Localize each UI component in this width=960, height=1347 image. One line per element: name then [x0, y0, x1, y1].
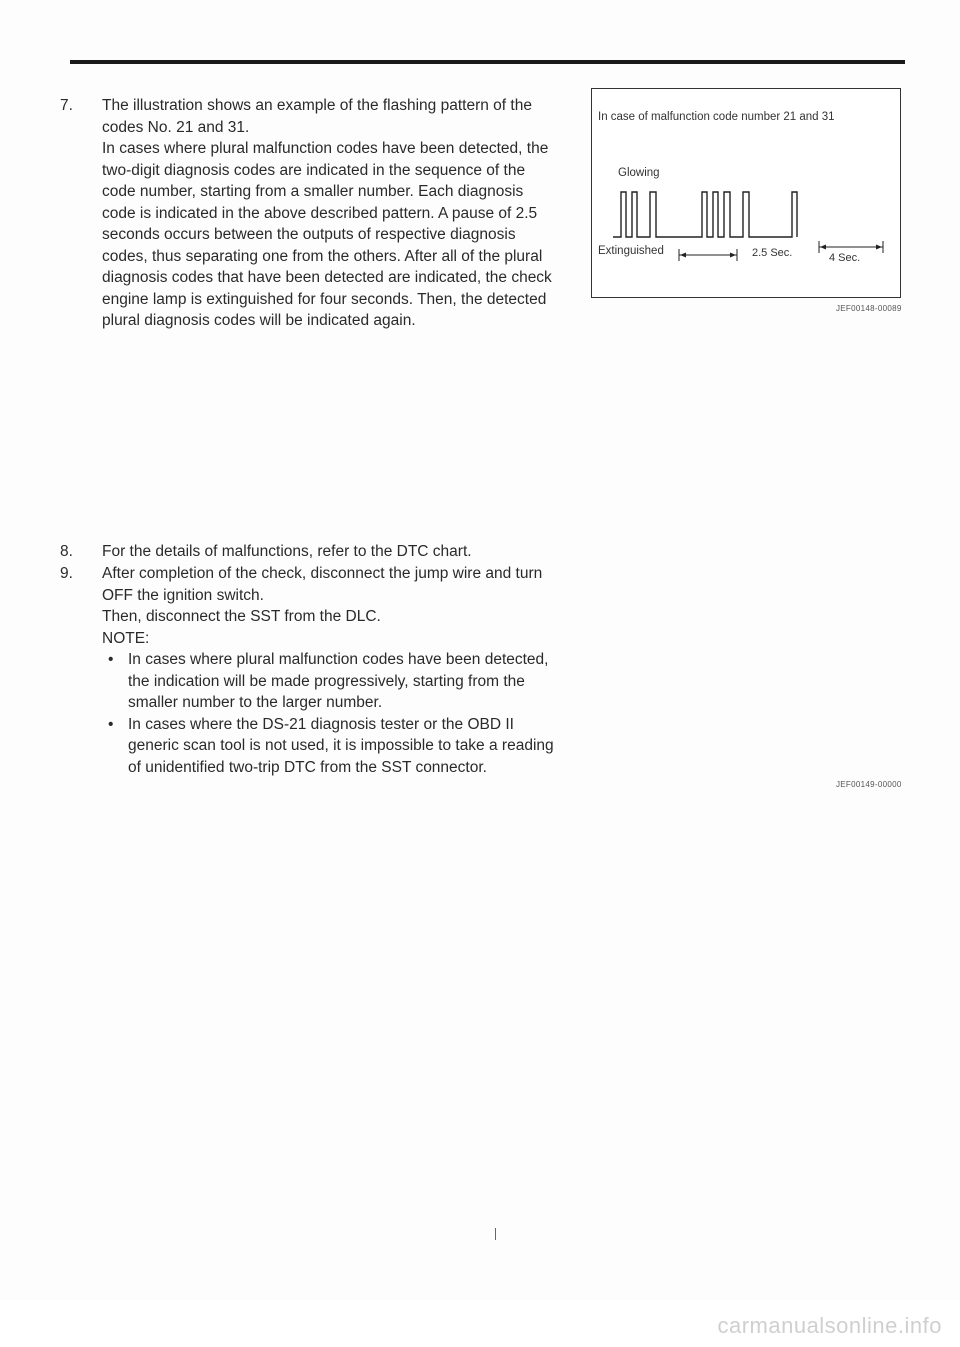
pause-dimension — [679, 249, 737, 261]
watermark: carmanualsonline.info — [717, 1313, 942, 1338]
item-8 — [60, 541, 560, 563]
flashing-pattern-figure — [591, 88, 901, 298]
item-7-intro: The illustration shows an example of the flashing pattern of the codes No. 21 and 31. — [102, 97, 532, 136]
extinguished-label: Extinguished — [598, 245, 664, 257]
item-7-details: In cases where plural malfunction codes have been detected, the two-digit diagnosis codes are indicated in the sequence of the code number, starting from a smaller number. Each diagnosis code is indicated in the above described pattern. A pause of 2.5 seconds occurs between the outputs of respective diagnosis codes, thus separating one from the others. After all of the plural diagnosis codes that have been detected are indicated, the check engine lamp is extinguished for four seconds. Then, the detected plural diagnosis codes will be indicated again. — [102, 140, 552, 329]
note-heading: NOTE: — [102, 629, 150, 647]
top-rule — [70, 60, 905, 64]
item-9-text-2: Then, disconnect the SST from the DLC. — [102, 608, 381, 625]
item-8-text: For the details of malfunctions, refer to the DTC chart. — [102, 543, 472, 560]
figure-title: In case of malfunction code number 21 and 31 — [598, 111, 835, 123]
page-mark — [495, 1228, 496, 1240]
item-7 — [60, 95, 560, 332]
item-7-number: 7. — [60, 97, 73, 114]
item-9-number: 9. — [60, 565, 73, 582]
off-duration-label: 4 Sec. — [829, 252, 861, 264]
flash-waveform — [613, 192, 797, 237]
figure-reference-code: JEF00148-00089 — [836, 304, 902, 313]
note-item: • In cases where the DS-21 diagnosis tester or the OBD II generic scan tool is not used, it is impossible to take a reading of unidentified two-trip DTC from the SST connector. — [102, 714, 560, 779]
flashing-pattern-diagram — [592, 89, 899, 296]
page-reference-code: JEF00149-00000 — [836, 780, 902, 789]
glowing-label: Glowing — [618, 167, 660, 179]
item-9-text: After completion of the check, disconnect the jump wire and turn OFF the ignition switch. — [102, 565, 543, 604]
note-list — [102, 649, 560, 778]
item-9 — [60, 563, 560, 778]
pause-duration-label: 2.5 Sec. — [752, 247, 793, 259]
item-8-number: 8. — [60, 543, 73, 560]
note-item: • In cases where plural malfunction codes have been detected, the indication will be made progressively, starting from the smaller number to the larger number. — [102, 649, 560, 714]
